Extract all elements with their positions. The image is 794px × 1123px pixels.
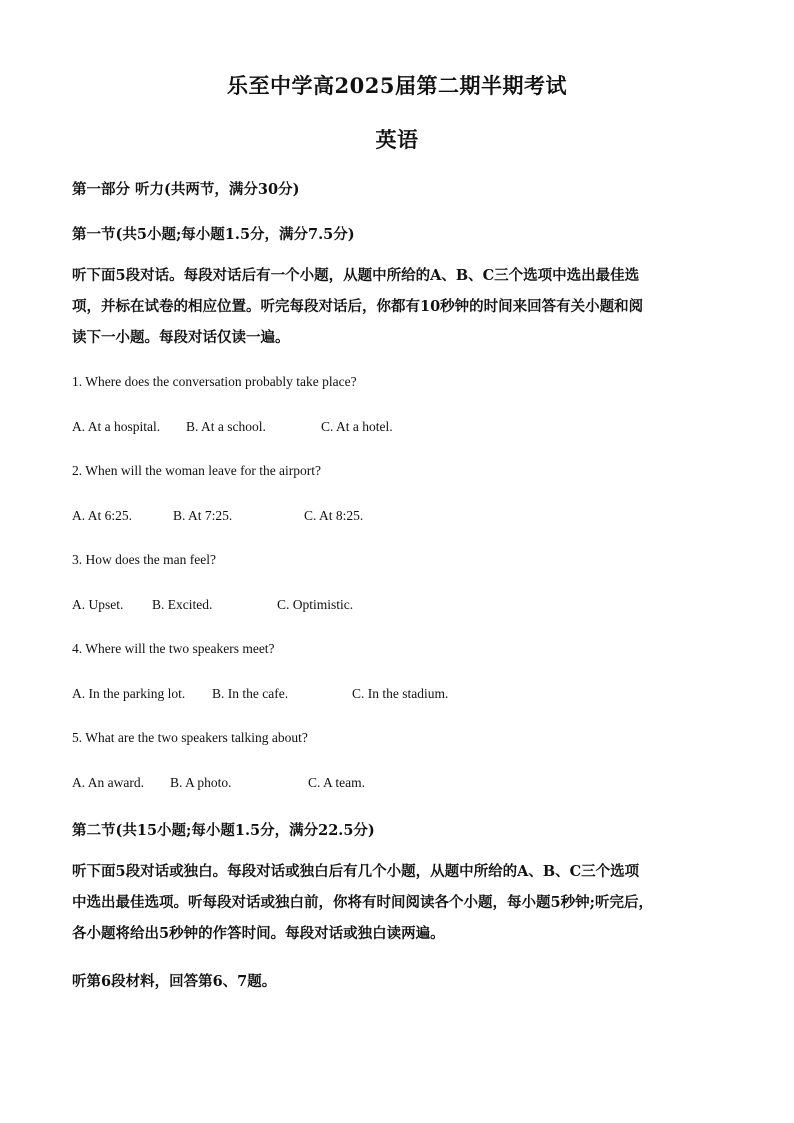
- question-4: 4. Where will the two speakers meet?: [72, 641, 275, 656]
- q2-option-b: B. At 7:25.: [173, 508, 233, 523]
- question-3: 3. How does the man feel?: [72, 552, 216, 567]
- exam-title: 乐至中学高2025届第二期半期考试: [227, 73, 567, 98]
- section2-instruction-line: 中选出最佳选项。听每段对话或独白前，你将有时间阅读各个小题，每小题5秒钟;听完后，: [72, 894, 653, 911]
- section1-heading: 第一节(共5小题;每小题1.5分，满分7.5分): [72, 226, 355, 243]
- section1-instruction-line: 听下面5段对话。每段对话后有一个小题，从题中所给的A、B、C三个选项中选出最佳选: [72, 267, 640, 284]
- section1-instruction-line: 项，并标在试卷的相应位置。听完每段对话后，你都有10秒钟的时间来回答有关小题和阅: [72, 298, 644, 315]
- q3-option-a: A. Upset.: [72, 597, 124, 612]
- q4-option-a: A. In the parking lot.: [72, 686, 186, 701]
- q1-option-a: A. At a hospital.: [72, 419, 161, 434]
- q4-option-b: B. In the cafe.: [212, 686, 289, 701]
- question-5: 5. What are the two speakers talking about?: [72, 730, 308, 745]
- question-2: 2. When will the woman leave for the airport?: [72, 463, 322, 478]
- section2-instruction-line: 听下面5段对话或独白。每段对话或独白后有几个小题，从题中所给的A、B、C三个选项: [72, 863, 640, 880]
- exam-subject: 英语: [375, 127, 419, 152]
- q2-option-c: C. At 8:25.: [304, 508, 364, 523]
- part1-heading: 第一部分 听力(共两节，满分30分): [72, 181, 300, 198]
- section1-instruction-line: 读下一小题。每段对话仅读一遍。: [72, 329, 290, 346]
- section2-heading: 第二节(共15小题;每小题1.5分，满分22.5分): [72, 822, 375, 839]
- material-6-line: 听第6段材料，回答第6、7题。: [72, 973, 277, 990]
- q4-option-c: C. In the stadium.: [352, 686, 449, 701]
- section2-instructions: [72, 856, 722, 949]
- q1-option-b: B. At a school.: [186, 419, 266, 434]
- q5-option-a: A. An award.: [72, 775, 144, 790]
- q5-option-b: B. A photo.: [170, 775, 232, 790]
- question-1: 1. Where does the conversation probably take place?: [72, 374, 357, 389]
- section2-instruction-line: 各小题将给出5秒钟的作答时间。每段对话或独白读两遍。: [72, 925, 445, 942]
- q3-option-c: C. Optimistic.: [277, 597, 354, 612]
- section1-instructions: [72, 260, 722, 353]
- q1-option-c: C. At a hotel.: [321, 419, 393, 434]
- q2-option-a: A. At 6:25.: [72, 508, 133, 523]
- q3-option-b: B. Excited.: [152, 597, 213, 612]
- q5-option-c: C. A team.: [308, 775, 365, 790]
